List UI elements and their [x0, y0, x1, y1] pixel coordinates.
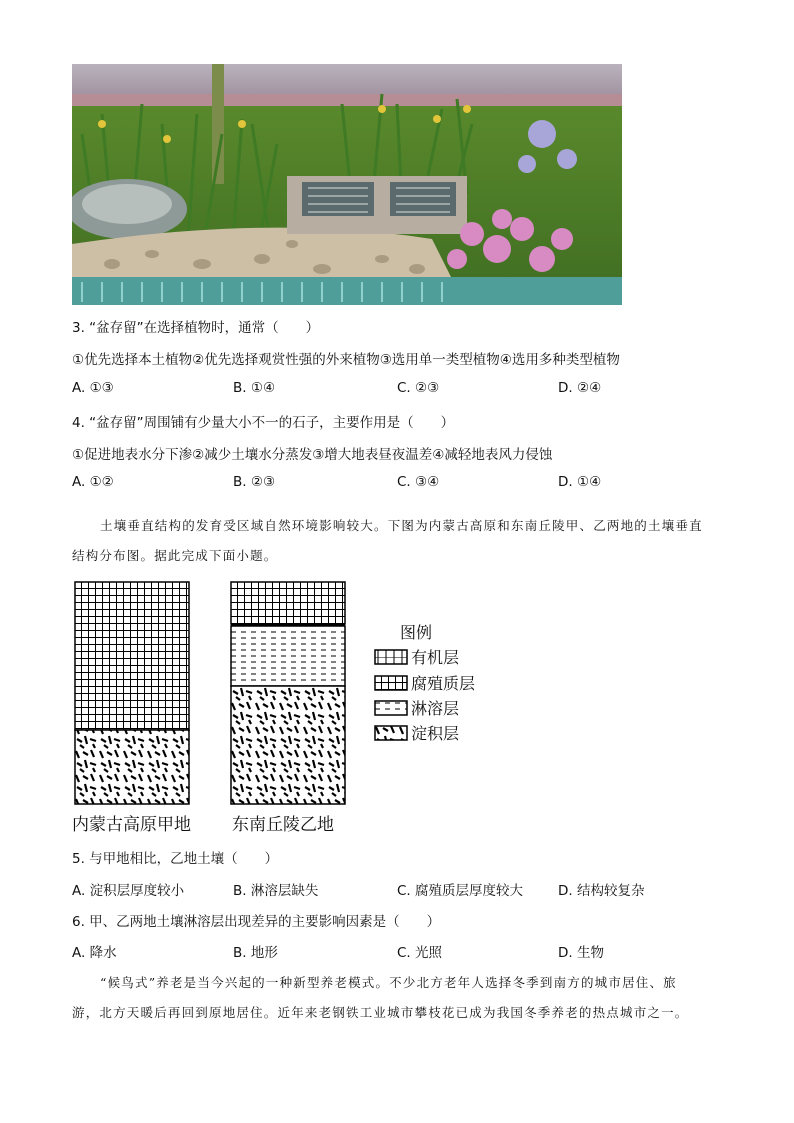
legend-label-illuvial: 淀积层 — [411, 724, 460, 743]
q5-option-a: A. 淀积层厚度较小 — [72, 883, 185, 899]
q3-option-d: D. ②④ — [558, 380, 602, 396]
q4-option-b: B. ②③ — [233, 474, 276, 490]
legend-title: 图例 — [400, 623, 433, 642]
site-a-label: 内蒙古高原甲地 — [72, 815, 191, 835]
q5-option-d: D. 结构较复杂 — [558, 883, 645, 899]
soil-b-eluvial-layer — [231, 626, 345, 686]
q4-option-a: A. ①② — [72, 474, 114, 490]
legend-swatch-eluvial — [374, 700, 408, 720]
legend-label-eluvial: 淋溶层 — [411, 699, 460, 718]
legend-label-humus: 腐殖质层 — [411, 674, 476, 693]
passage1-line2: 结构分布图。据此完成下面小题。 — [72, 548, 278, 563]
legend-label-organic: 有机层 — [411, 648, 460, 667]
q3-option-b: B. ①④ — [233, 380, 276, 396]
q6-option-c: C. 光照 — [397, 945, 443, 961]
q6-option-d: D. 生物 — [558, 945, 604, 961]
q6-option-b: B. 地形 — [233, 945, 278, 961]
q6-option-a: A. 降水 — [72, 945, 117, 961]
legend-swatch-humus — [374, 675, 408, 695]
q4-items: ①促进地表水分下渗②减少土壤水分蒸发③增大地表昼夜温差④减轻地表风力侵蚀 — [72, 447, 553, 463]
q3-items: ①优先选择本土植物②优先选择观赏性强的外来植物③选用单一类型植物④选用多种类型植物 — [72, 352, 620, 368]
passage2-line2: 游，北方天暖后再回到原地居住。近年来老钢铁工业城市攀枝花已成为我国冬季养老的热点城市之一。 — [72, 1005, 689, 1020]
rain-garden-photo — [72, 64, 622, 305]
q3-option-a: A. ①③ — [72, 380, 114, 396]
passage1-line1: 土壤垂直结构的发育受区域自然环境影响较大。下图为内蒙古高原和东南丘陵甲、乙两地的土壤垂直 — [100, 518, 703, 533]
q4-option-c: C. ③④ — [397, 474, 440, 490]
q5-option-c: C. 腐殖质层厚度较大 — [397, 883, 524, 899]
q5-stem: 5. 与甲地相比，乙地土壤（ ） — [72, 851, 279, 867]
passage2-line1: “候鸟式”养老是当今兴起的一种新型养老模式。不少北方老年人选择冬季到南方的城市居住、旅 — [100, 975, 677, 990]
q3-stem: 3. “盆存留”在选择植物时，通常（ ） — [72, 320, 320, 336]
q3-option-c: C. ②③ — [397, 380, 440, 396]
q6-stem: 6. 甲、乙两地土壤淋溶层出现差异的主要影响因素是（ ） — [72, 914, 441, 930]
q4-option-d: D. ①④ — [558, 474, 602, 490]
soil-b-organic-layer — [231, 582, 345, 624]
q5-option-b: B. 淋溶层缺失 — [233, 883, 319, 899]
q4-stem: 4. “盆存留”周围铺有少量大小不一的石子，主要作用是（ ） — [72, 415, 455, 431]
legend-swatch-illuvial — [374, 725, 408, 745]
soil-b-illuvial-layer — [231, 686, 345, 804]
soil-a-illuvial-layer — [75, 730, 189, 804]
soil-column-a — [74, 581, 190, 805]
soil-a-humus-layer — [75, 582, 189, 730]
site-b-label: 东南丘陵乙地 — [232, 815, 334, 835]
legend-swatch-organic — [374, 649, 408, 669]
soil-column-b — [230, 581, 346, 805]
